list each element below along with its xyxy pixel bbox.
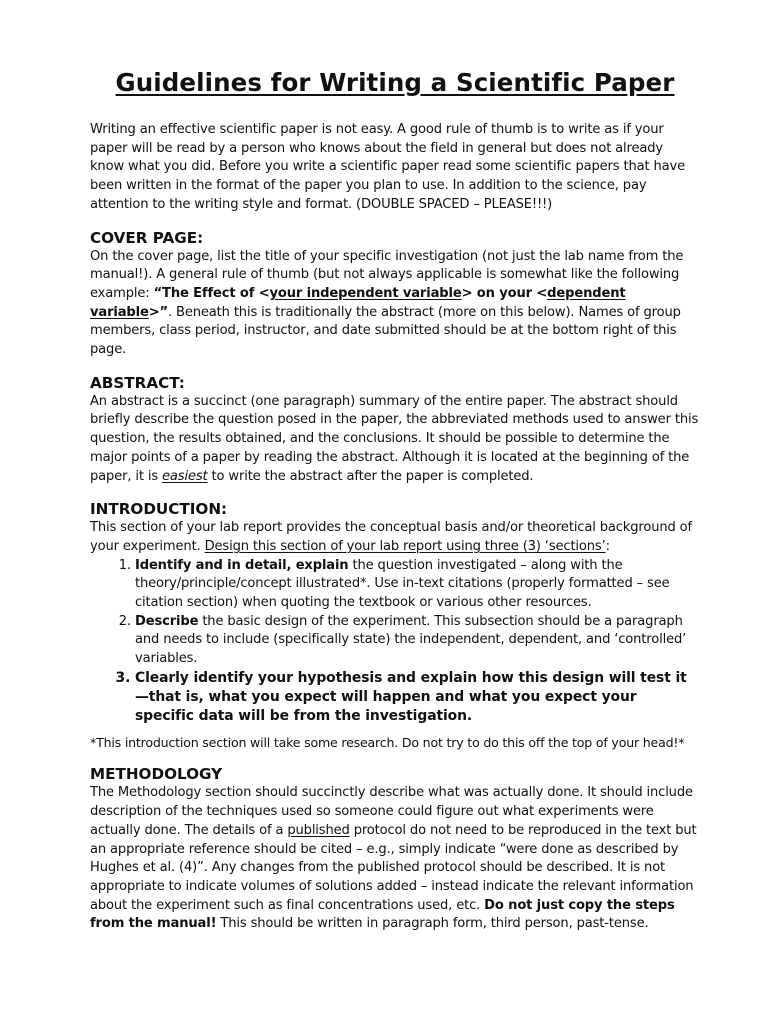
- abstract-emphasis: easiest: [162, 468, 208, 484]
- list-item-bold: Describe: [135, 613, 199, 629]
- abstract-paragraph: [90, 393, 700, 487]
- abstract-text: to write the abstract after the paper is completed.: [207, 468, 534, 484]
- cover-page-paragraph: [90, 248, 700, 360]
- dependent-variable-text: dependent variable: [90, 285, 626, 320]
- methodology-text: protocol do not need to be reproduced in the text but an appropriate reference should be cited – e.g., simply indicate “were done as described by Hughes et al. (4)”. Any changes from the published protocol should be described. It is not appropriate to indicate volumes of solutions added – instead indicate the relevant information about the experiment such as final concentrations used, etc.: [90, 822, 697, 913]
- introduction-paragraph: [90, 519, 700, 556]
- introduction-heading: INTRODUCTION:: [90, 500, 228, 519]
- abstract-text: An abstract is a succinct (one paragraph) summary of the entire paper. The abstract should briefly describe the question posed in the paper, the abbreviated methods used to answer this question, the results obtained, and the conclusions. It should be possible to determine the major points of a paper by reading the abstract. Although it is located at the beginning of the paper, it is: [90, 393, 699, 484]
- cover-page-text: On the cover page, list the title of your specific investigation (not just the lab name from the manual!). A general rule of thumb (but not always applicable is somewhat like the following example:: [90, 248, 684, 301]
- introduction-text: :: [605, 538, 610, 554]
- list-item: [135, 557, 700, 613]
- introduction-list: [90, 557, 700, 727]
- list-item-bold: Clearly identify your hypothesis and explain how this design will test it—that is, what you expect will happen and what you expect your specific data will be from the investigation.: [135, 669, 687, 725]
- methodology-text: This should be written in paragraph form, third person, past-tense.: [216, 916, 649, 932]
- cover-page-text: . Beneath this is traditionally the abstract (more on this below). Names of group members, class period, instructor, and date submitted should be at the bottom right of this page.: [90, 304, 681, 358]
- methodology-underlined: published: [287, 822, 350, 838]
- list-item-text: the basic design of the experiment. This subsection should be a paragraph and needs to include (specifically state) the independent, dependent, and ‘controlled’ variables.: [135, 613, 687, 667]
- page-title: Guidelines for Writing a Scientific Paper: [115, 68, 675, 97]
- cover-page-heading: COVER PAGE:: [90, 228, 204, 247]
- introduction-note: *This introduction section will take some research. Do not try to do this off the top of your head!*: [90, 735, 685, 751]
- independent-variable-text: your independent variable: [269, 285, 462, 301]
- list-item-bold: Identify and in detail, explain: [135, 557, 349, 573]
- document-page: [90, 68, 700, 934]
- list-item: [135, 613, 700, 669]
- methodology-paragraph: [90, 784, 700, 934]
- introduction-text: This section of your lab report provides the conceptual basis and/or theoretical background of your experiment.: [90, 520, 693, 554]
- methodology-heading: METHODOLOGY: [90, 765, 223, 784]
- cover-example-part: >”: [148, 304, 168, 320]
- methodology-text: The Methodology section should succinctly describe what was actually done. It should include description of the techniques used so someone could figure out what experiments were actually done. The details of a: [90, 785, 693, 838]
- methodology-bold: Do not just copy the steps from the manual!: [90, 897, 675, 932]
- intro-paragraph: Writing an effective scientific paper is not easy. A good rule of thumb is to write as if your paper will be read by a person who knows about the field in general but does not already know what you did. Before you write a scientific paper read some scientific papers that have been written in the format of the paper you plan to use. In addition to the science, pay attention to the writing style and format. (DOUBLE SPACED – PLEASE!!!): [90, 122, 685, 212]
- list-item-text: the question investigated – along with the theory/principle/concept illustrated*. Use in-text citations (properly formatted – see citation section) when quoting the textbook or various other resources.: [135, 557, 670, 611]
- abstract-heading: ABSTRACT:: [90, 373, 185, 392]
- cover-example-part: “The Effect of <: [153, 285, 270, 301]
- introduction-underlined: Design this section of your lab report using three (3) ‘sections’: [204, 538, 606, 554]
- list-item: [135, 669, 700, 727]
- cover-example-part: > on your <: [461, 285, 548, 301]
